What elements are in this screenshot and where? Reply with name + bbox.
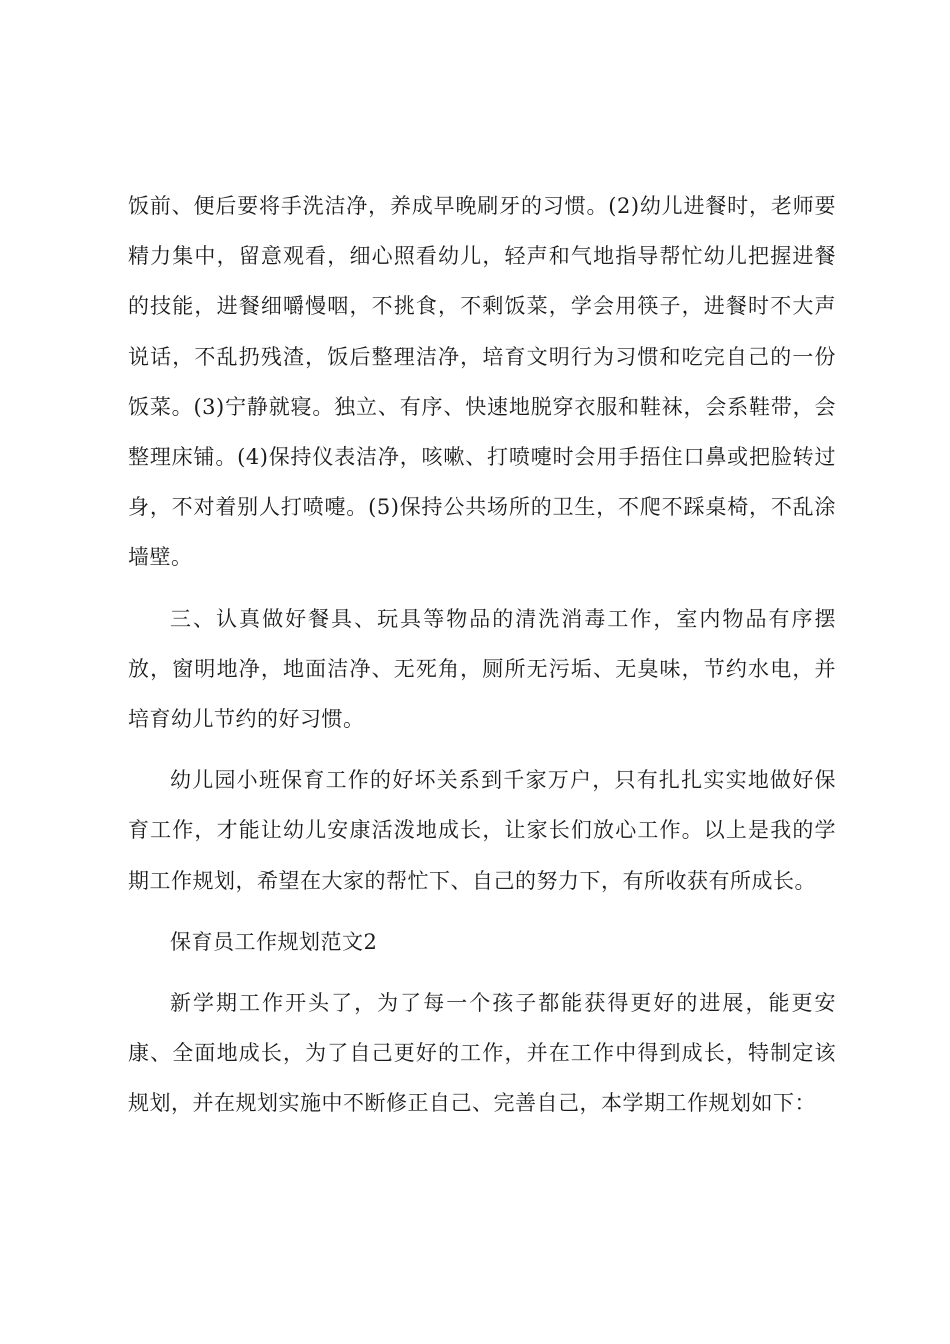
paragraph-new-semester: 新学期工作开头了，为了每一个孩子都能获得更好的进展，能更安康、全面地成长，为了自己更好的工作，并在工作中得到成长，特制定该规划，并在规划实施中不断修正自己、完善自己，本学期工作规划如下： bbox=[128, 991, 836, 1116]
document-body bbox=[128, 181, 836, 1140]
section-heading: 保育员工作规划范文2 bbox=[170, 929, 378, 954]
paragraph-summary: 幼儿园小班保育工作的好坏关系到千家万户，只有扎扎实实地做好保育工作，才能让幼儿安康活泼地成长，让家长们放心工作。以上是我的学期工作规划，希望在大家的帮忙下、自己的努力下，有所收获有所成长。 bbox=[128, 768, 836, 893]
paragraph-disinfection: 三、认真做好餐具、玩具等物品的清洗消毒工作，室内物品有序摆放，窗明地净，地面洁净、无死角，厕所无污垢、无臭味，节约水电，并培育幼儿节约的好习惯。 bbox=[128, 606, 836, 732]
paragraph-hygiene-habits: 饭前、便后要将手洗洁净，养成早晚刷牙的习惯。(2)幼儿进餐时，老师要精力集中，留意观看，细心照看幼儿，轻声和气地指导帮忙幼儿把握进餐的技能，进餐细嚼慢咽，不挑食，不剩饭菜，学会用筷子，进餐时不大声说话，不乱扔残渣，饭后整理洁净，培育文明行为习惯和吃完自己的一份饭菜。(3)宁静就寝。独立、有序、快速地脱穿衣服和鞋袜，会系鞋带，会整理床铺。(4)保持仪表洁净，咳嗽、打喷嚏时会用手捂住口鼻或把脸转过身，不对着别人打喷嚏。(5)保持公共场所的卫生，不爬不踩桌椅，不乱涂墙壁。 bbox=[128, 194, 836, 570]
